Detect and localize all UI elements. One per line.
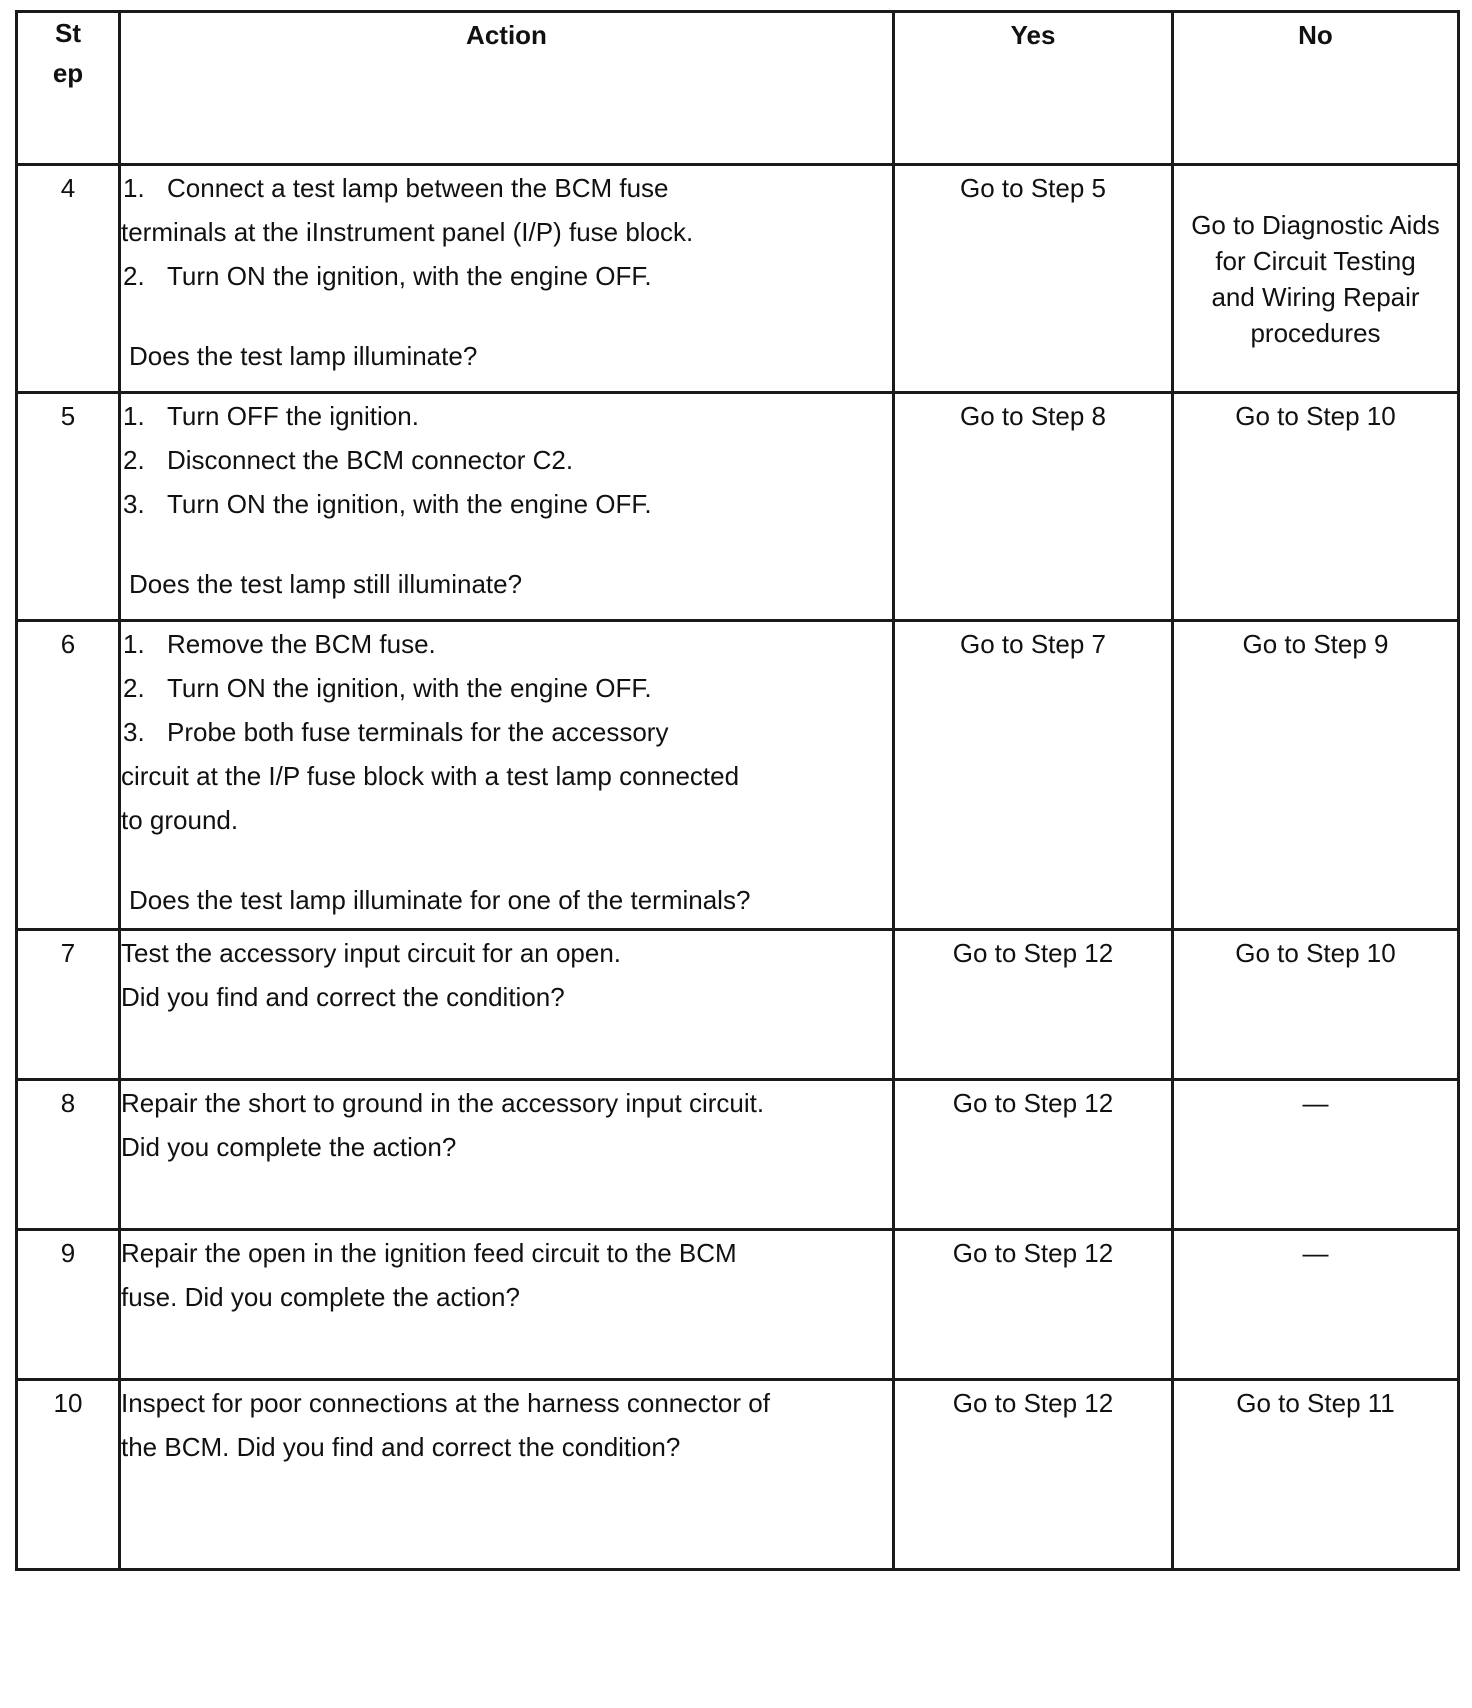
no-result: Go to Diagnostic Aids for Circuit Testing and Wiring Repair procedures xyxy=(1173,165,1459,393)
action-item: 1. Remove the BCM fuse. xyxy=(123,629,436,659)
step-number: 6 xyxy=(17,621,120,930)
table-row xyxy=(17,165,1459,393)
action-question: Does the test lamp illuminate for one of the terminals? xyxy=(129,885,751,915)
table-row xyxy=(17,1080,1459,1230)
action-item: 1. Connect a test lamp between the BCM fuse xyxy=(123,173,669,203)
action-line: Did you find and correct the condition? xyxy=(121,982,565,1012)
step-number: 7 xyxy=(17,930,120,1080)
yes-result: Go to Step 12 xyxy=(894,1380,1173,1570)
table-row xyxy=(17,621,1459,930)
action-item: terminals at the iInstrument panel (I/P) fuse block. xyxy=(121,217,694,247)
no-result: Go to Step 9 xyxy=(1173,621,1459,930)
action-cell xyxy=(120,1080,894,1230)
action-line: Test the accessory input circuit for an open. xyxy=(121,938,622,968)
header-row xyxy=(17,12,1459,165)
action-question: Does the test lamp illuminate? xyxy=(129,341,478,371)
action-cell xyxy=(120,621,894,930)
header-step-line1: St xyxy=(55,18,81,48)
action-cell xyxy=(120,393,894,621)
action-item: 2. Disconnect the BCM connector C2. xyxy=(123,445,574,475)
action-cell xyxy=(120,930,894,1080)
step-number: 9 xyxy=(17,1230,120,1380)
yes-result: Go to Step 5 xyxy=(894,165,1173,393)
no-result: — xyxy=(1173,1080,1459,1230)
yes-result: Go to Step 7 xyxy=(894,621,1173,930)
action-cell xyxy=(120,165,894,393)
action-cell xyxy=(120,1380,894,1570)
no-result: Go to Step 11 xyxy=(1173,1380,1459,1570)
no-result: Go to Step 10 xyxy=(1173,930,1459,1080)
diagnostic-table xyxy=(15,10,1460,1571)
step-number: 8 xyxy=(17,1080,120,1230)
action-line: fuse. Did you complete the action? xyxy=(121,1282,520,1312)
action-line: Did you complete the action? xyxy=(121,1132,457,1162)
header-step xyxy=(17,12,120,165)
table-row xyxy=(17,1230,1459,1380)
action-item: circuit at the I/P fuse block with a test lamp connected xyxy=(121,761,740,791)
step-number: 5 xyxy=(17,393,120,621)
action-item: 2. Turn ON the ignition, with the engine OFF. xyxy=(123,261,652,291)
action-item: to ground. xyxy=(121,805,239,835)
table-row xyxy=(17,930,1459,1080)
table-row xyxy=(17,1380,1459,1570)
yes-result: Go to Step 12 xyxy=(894,1230,1173,1380)
action-item: 3. Probe both fuse terminals for the accessory xyxy=(123,717,669,747)
table-row xyxy=(17,393,1459,621)
step-number: 10 xyxy=(17,1380,120,1570)
header-step-line2: ep xyxy=(52,58,84,88)
step-number: 4 xyxy=(17,165,120,393)
yes-result: Go to Step 12 xyxy=(894,930,1173,1080)
action-cell xyxy=(120,1230,894,1380)
no-result: Go to Step 10 xyxy=(1173,393,1459,621)
action-item: 3. Turn ON the ignition, with the engine OFF. xyxy=(123,489,652,519)
action-line: Repair the open in the ignition feed circuit to the BCM xyxy=(121,1238,737,1268)
header-yes: Yes xyxy=(894,12,1173,165)
action-line: the BCM. Did you find and correct the condition? xyxy=(121,1432,681,1462)
action-item: 1. Turn OFF the ignition. xyxy=(123,401,419,431)
no-result: — xyxy=(1173,1230,1459,1380)
yes-result: Go to Step 8 xyxy=(894,393,1173,621)
action-item: 2. Turn ON the ignition, with the engine OFF. xyxy=(123,673,652,703)
header-no: No xyxy=(1173,12,1459,165)
action-question: Does the test lamp still illuminate? xyxy=(129,569,523,599)
yes-result: Go to Step 12 xyxy=(894,1080,1173,1230)
header-action: Action xyxy=(120,12,894,165)
action-line: Inspect for poor connections at the harness connector of xyxy=(121,1388,770,1418)
action-line: Repair the short to ground in the accessory input circuit. xyxy=(121,1088,765,1118)
